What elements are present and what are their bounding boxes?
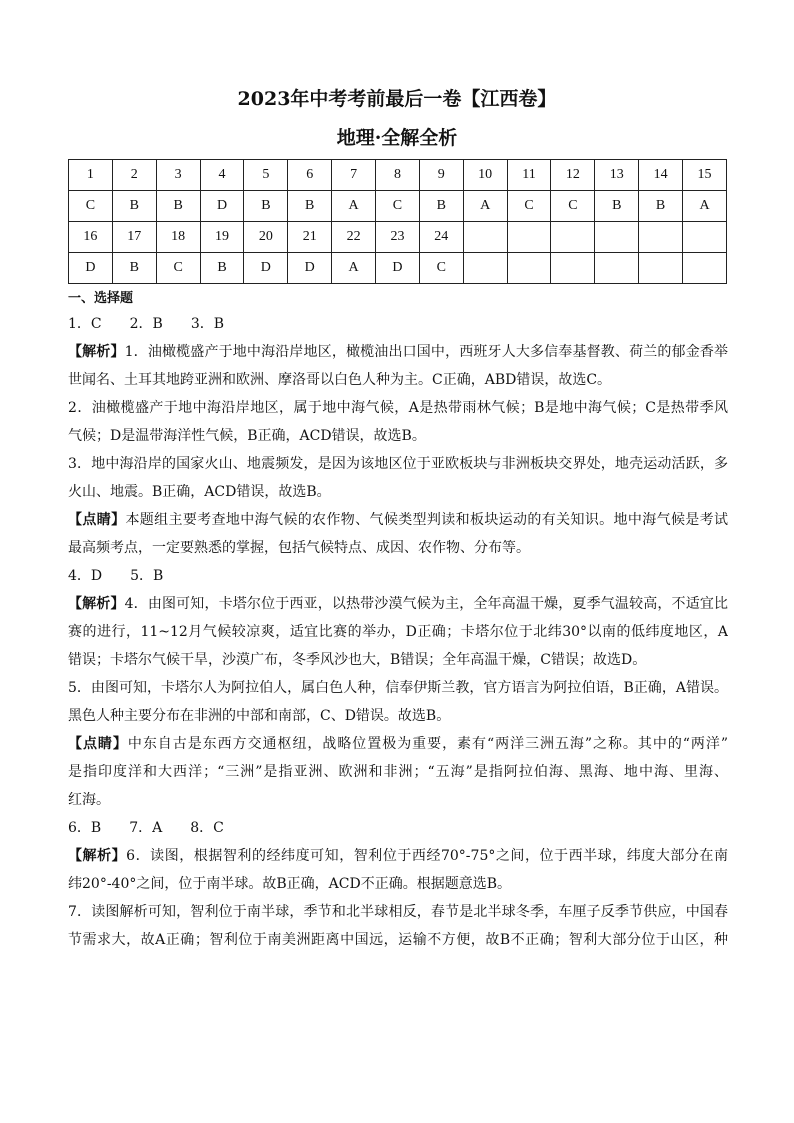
answer-table-cell: 6	[288, 160, 332, 191]
comment-tag: 【点睛】	[68, 736, 128, 752]
page-title: 2023年中考考前最后一卷【江西卷】	[237, 88, 557, 110]
section-title: 一、选择题	[68, 291, 134, 306]
answer-table-cell: 24	[419, 222, 463, 253]
answer-table-cell: 21	[288, 222, 332, 253]
group2-comment-line1: 【点睛】中东自古是东西方交通枢纽，战略位置极为重要，素有“两洋三洲五海”之称。其中的“两洋”	[68, 736, 728, 752]
answer-table-cell: 20	[244, 222, 288, 253]
answer-table-cell: 19	[200, 222, 244, 253]
answer-table-cell	[551, 222, 595, 253]
answer-table-cell	[595, 222, 639, 253]
answer-table-cell: D	[376, 253, 420, 284]
answer-table-cell: C	[419, 253, 463, 284]
answer-table-answer-row	[69, 191, 727, 222]
answer-table-cell: 10	[463, 160, 507, 191]
answer-table-cell: 23	[376, 222, 420, 253]
group1-analysis-line2: 世闻名、土耳其地跨亚洲和欧洲、摩洛哥以白色人种为主。C正确，ABD错误，故选C。	[68, 372, 612, 388]
answer-table-cell: D	[288, 253, 332, 284]
answer-table-cell: 11	[507, 160, 551, 191]
group1-analysis-line4: 气候；D是温带海洋性气候，B正确，ACD错误，故选B。	[68, 428, 426, 444]
answer-table-cell	[595, 253, 639, 284]
group2-analysis-line1: 【解析】4．由图可知，卡塔尔位于西亚，以热带沙漠气候为主，全年高温干燥，夏季气温较高，不适宜比	[68, 596, 728, 612]
group2-analysis-line2: 赛的进行，11~12月气候较凉爽，适宜比赛的举办，D正确；卡塔尔位于北纬30°以南的低纬度地区，A	[68, 624, 728, 640]
group1-analysis-line6: 火山、地震。B正确，ACD错误，故选B。	[68, 484, 331, 500]
group1-comment-line2: 最高频考点，一定要熟悉的掌握，包括气候特点、成因、农作物、分布等。	[68, 540, 530, 556]
answer-table-cell: B	[639, 191, 683, 222]
group3-answers: 6．B 7．A 8．C	[68, 820, 224, 836]
answer-table-cell: D	[69, 253, 113, 284]
group1-answers: 1．C 2．B 3．B	[68, 316, 225, 332]
page-subtitle: 地理·全解全析	[336, 127, 458, 149]
answer-table-cell: C	[156, 253, 200, 284]
answer-table-cell: 16	[69, 222, 113, 253]
group3-analysis-line3: 7．读图解析可知，智利位于南半球，季节和北半球相反，春节是北半球冬季，车厘子反季节供应，中国春	[68, 904, 728, 920]
answer-table-cell: 8	[376, 160, 420, 191]
group3-analysis-line2: 纬20°-40°之间，位于南半球。故B正确，ACD不正确。根据题意选B。	[68, 876, 511, 892]
answer-table-cell: B	[112, 253, 156, 284]
answer-table-cell: 4	[200, 160, 244, 191]
answer-table-cell: A	[332, 253, 376, 284]
answer-table-cell	[507, 253, 551, 284]
answer-table-cell	[639, 222, 683, 253]
answer-table-cell: B	[200, 253, 244, 284]
answer-table-cell	[507, 222, 551, 253]
answer-table-cell: 3	[156, 160, 200, 191]
group1-analysis-line3: 2．油橄榄盛产于地中海沿岸地区，属于地中海气候，A是热带雨林气候；B是地中海气候；C是热带季风	[68, 400, 728, 416]
answer-table-cell: 22	[332, 222, 376, 253]
answer-table-cell: B	[112, 191, 156, 222]
answer-table-number-row	[69, 160, 727, 191]
answer-table-cell: A	[463, 191, 507, 222]
group1-comment-line1: 【点睛】本题组主要考查地中海气候的农作物、气候类型判读和板块运动的有关知识。地中海气候是考试	[68, 512, 728, 528]
answer-table-cell: B	[419, 191, 463, 222]
answer-table-cell	[463, 222, 507, 253]
group2-answers: 4．D 5．B	[68, 568, 164, 584]
group2-analysis-line4: 5．由图可知，卡塔尔人为阿拉伯人，属白色人种，信奉伊斯兰教，官方语言为阿拉伯语，B正确，A错误。	[68, 680, 728, 696]
analysis-tag: 【解析】	[68, 596, 125, 612]
answer-table-cell: B	[156, 191, 200, 222]
answer-table-cell: 17	[112, 222, 156, 253]
answer-table-cell: A	[332, 191, 376, 222]
answer-table-cell: 7	[332, 160, 376, 191]
answer-table	[68, 159, 727, 284]
group3-analysis-line1: 【解析】6．读图，根据智利的经纬度可知，智利位于西经70°-75°之间，位于西半球，纬度大部分在南	[68, 848, 728, 864]
answer-table-cell	[463, 253, 507, 284]
answer-table-cell: B	[288, 191, 332, 222]
answer-table-cell	[551, 253, 595, 284]
answer-table-cell: A	[683, 191, 727, 222]
analysis-tag: 【解析】	[68, 344, 125, 360]
answer-table-answer-row	[69, 253, 727, 284]
answer-table-cell: C	[376, 191, 420, 222]
answer-table-cell: B	[244, 191, 288, 222]
answer-table-cell: 9	[419, 160, 463, 191]
answer-table-cell: 2	[112, 160, 156, 191]
group2-analysis-line3: 错误；卡塔尔气候干旱，沙漠广布，冬季风沙也大，B错误；全年高温干燥，C错误；故选D。	[68, 652, 647, 668]
group3-analysis-line4: 节需求大，故A正确；智利位于南美洲距离中国远，运输不方便，故B不正确；智利大部分位于山区，种	[68, 932, 728, 948]
answer-table-cell: 15	[683, 160, 727, 191]
answer-table-cell: C	[69, 191, 113, 222]
answer-table-cell	[639, 253, 683, 284]
answer-table-cell: D	[200, 191, 244, 222]
group1-analysis-line5: 3．地中海沿岸的国家火山、地震频发，是因为该地区位于亚欧板块与非洲板块交界处，地壳运动活跃，多	[68, 456, 728, 472]
group2-comment-line3: 红海。	[68, 792, 110, 808]
answer-table-cell: 13	[595, 160, 639, 191]
answer-table-cell: 18	[156, 222, 200, 253]
answer-table-cell: 5	[244, 160, 288, 191]
analysis-content	[68, 288, 728, 954]
answer-table-cell: 1	[69, 160, 113, 191]
group2-comment-line2: 是指印度洋和大西洋；“三洲”是指亚洲、欧洲和非洲；“五海”是指阿拉伯海、黑海、地中海、里海、	[68, 764, 728, 780]
answer-table-cell: D	[244, 253, 288, 284]
answer-table-cell: 14	[639, 160, 683, 191]
group2-analysis-line5: 黑色人种主要分布在非洲的中部和南部，C、D错误。故选B。	[68, 708, 451, 724]
answer-table-cell	[683, 222, 727, 253]
group1-analysis-line1: 【解析】1．油橄榄盛产于地中海沿岸地区，橄榄油出口国中，西班牙人大多信奉基督教、荷兰的郁金香举	[68, 344, 728, 360]
answer-table-cell: C	[551, 191, 595, 222]
comment-tag: 【点睛】	[68, 512, 126, 528]
analysis-tag: 【解析】	[68, 848, 127, 864]
answer-table-cell: 12	[551, 160, 595, 191]
answer-table-cell: B	[595, 191, 639, 222]
answer-table-cell: C	[507, 191, 551, 222]
answer-table-number-row	[69, 222, 727, 253]
answer-table-cell	[683, 253, 727, 284]
